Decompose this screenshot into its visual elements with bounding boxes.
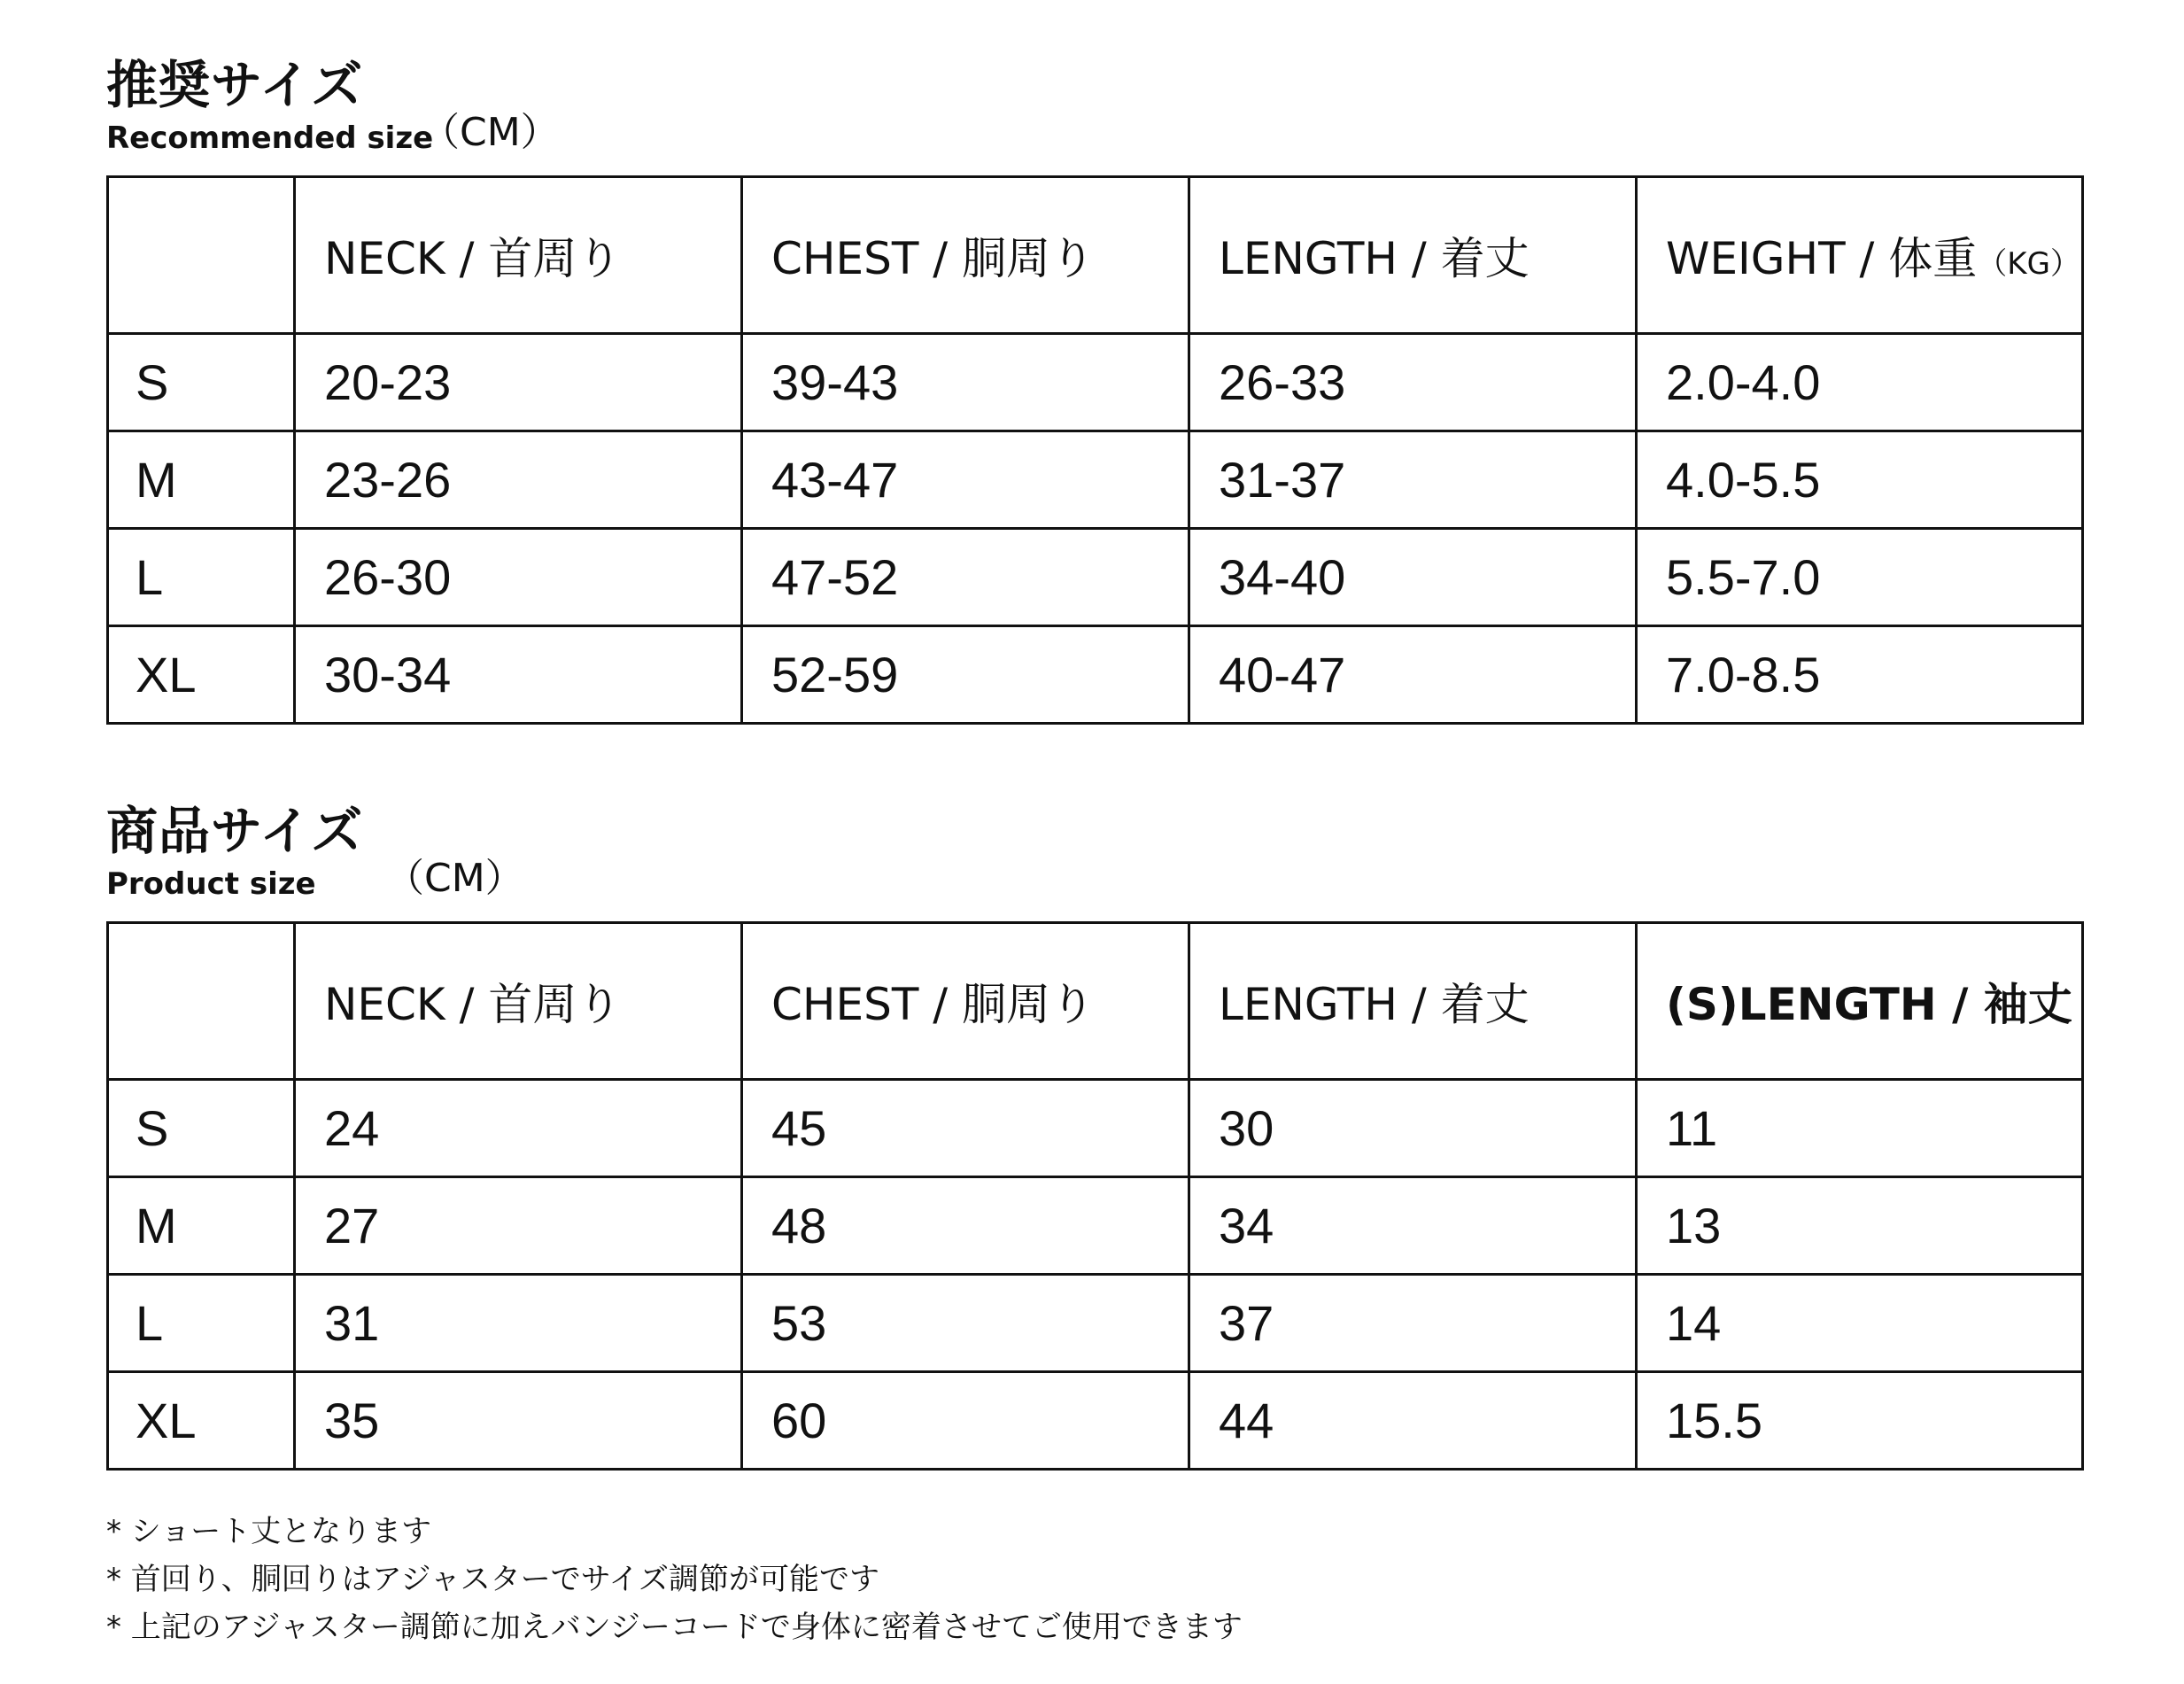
cell-weight: 4.0-5.5 xyxy=(1637,431,2083,529)
table-row xyxy=(108,1275,2083,1372)
cell-length: 37 xyxy=(1189,1275,1637,1372)
cell-length: 26-33 xyxy=(1189,334,1637,431)
size-label: S xyxy=(108,1080,295,1177)
header-length: LENGTH / 着丈 xyxy=(1189,923,1637,1080)
size-label: M xyxy=(108,431,295,529)
cell-sleeve-length: 11 xyxy=(1637,1080,2083,1177)
recommended-title-en: Recommended size xyxy=(106,120,434,156)
cell-chest: 52-59 xyxy=(742,626,1189,724)
table-row xyxy=(108,431,2083,529)
cell-chest: 60 xyxy=(742,1372,1189,1470)
header-length: LENGTH / 着丈 xyxy=(1189,177,1637,334)
cell-sleeve-length: 14 xyxy=(1637,1275,2083,1372)
header-weight-unit: （KG） xyxy=(1977,246,2080,282)
table-row xyxy=(108,529,2083,626)
header-cell-empty xyxy=(108,923,295,1080)
header-neck: NECK / 首周り xyxy=(295,923,742,1080)
recommended-title-jp: 推奨サイズ xyxy=(106,55,364,115)
cell-length: 44 xyxy=(1189,1372,1637,1470)
size-label: L xyxy=(108,529,295,626)
recommended-unit: （CM） xyxy=(421,110,560,155)
table-header-row xyxy=(108,177,2083,334)
cell-length: 40-47 xyxy=(1189,626,1637,724)
product-unit: （CM） xyxy=(385,856,524,901)
product-title-en: Product size xyxy=(106,866,316,902)
cell-neck: 35 xyxy=(295,1372,742,1470)
header-chest: CHEST / 胴周り xyxy=(742,177,1189,334)
cell-length: 31-37 xyxy=(1189,431,1637,529)
cell-neck: 30-34 xyxy=(295,626,742,724)
cell-neck: 27 xyxy=(295,1177,742,1275)
cell-chest: 45 xyxy=(742,1080,1189,1177)
recommended-size-table xyxy=(106,175,2084,725)
cell-neck: 23-26 xyxy=(295,431,742,529)
cell-chest: 53 xyxy=(742,1275,1189,1372)
table-row xyxy=(108,334,2083,431)
cell-length: 34-40 xyxy=(1189,529,1637,626)
size-label: XL xyxy=(108,626,295,724)
cell-weight: 2.0-4.0 xyxy=(1637,334,2083,431)
cell-neck: 26-30 xyxy=(295,529,742,626)
note-bungee-cord: * 上記のアジャスター調節に加えバンジーコードで身体に密着させてご使用できます xyxy=(106,1610,1243,1645)
header-neck: NECK / 首周り xyxy=(295,177,742,334)
header-sleeve-length: (S)LENGTH / 袖丈 xyxy=(1637,923,2083,1080)
cell-weight: 5.5-7.0 xyxy=(1637,529,2083,626)
cell-chest: 47-52 xyxy=(742,529,1189,626)
cell-chest: 48 xyxy=(742,1177,1189,1275)
table-header-row xyxy=(108,923,2083,1080)
notes xyxy=(106,1508,1243,1651)
cell-chest: 43-47 xyxy=(742,431,1189,529)
header-chest: CHEST / 胴周り xyxy=(742,923,1189,1080)
header-cell-empty xyxy=(108,177,295,334)
cell-sleeve-length: 13 xyxy=(1637,1177,2083,1275)
cell-neck: 20-23 xyxy=(295,334,742,431)
cell-weight: 7.0-8.5 xyxy=(1637,626,2083,724)
header-weight-label: WEIGHT / 体重 xyxy=(1666,233,1978,284)
cell-length: 34 xyxy=(1189,1177,1637,1275)
note-short-length: * ショート丈となります xyxy=(106,1514,432,1549)
size-label: L xyxy=(108,1275,295,1372)
product-size-table xyxy=(106,921,2084,1471)
cell-sleeve-length: 15.5 xyxy=(1637,1372,2083,1470)
cell-chest: 39-43 xyxy=(742,334,1189,431)
cell-neck: 31 xyxy=(295,1275,742,1372)
header-weight xyxy=(1637,177,2083,334)
table-row xyxy=(108,1177,2083,1275)
product-title-jp: 商品サイズ xyxy=(106,801,364,861)
cell-neck: 24 xyxy=(295,1080,742,1177)
table-row xyxy=(108,1080,2083,1177)
size-label: XL xyxy=(108,1372,295,1470)
size-label: S xyxy=(108,334,295,431)
table-row xyxy=(108,626,2083,724)
note-adjuster: * 首回り、胴回りはアジャスターでサイズ調節が可能です xyxy=(106,1562,880,1597)
cell-length: 30 xyxy=(1189,1080,1637,1177)
table-row xyxy=(108,1372,2083,1470)
size-label: M xyxy=(108,1177,295,1275)
